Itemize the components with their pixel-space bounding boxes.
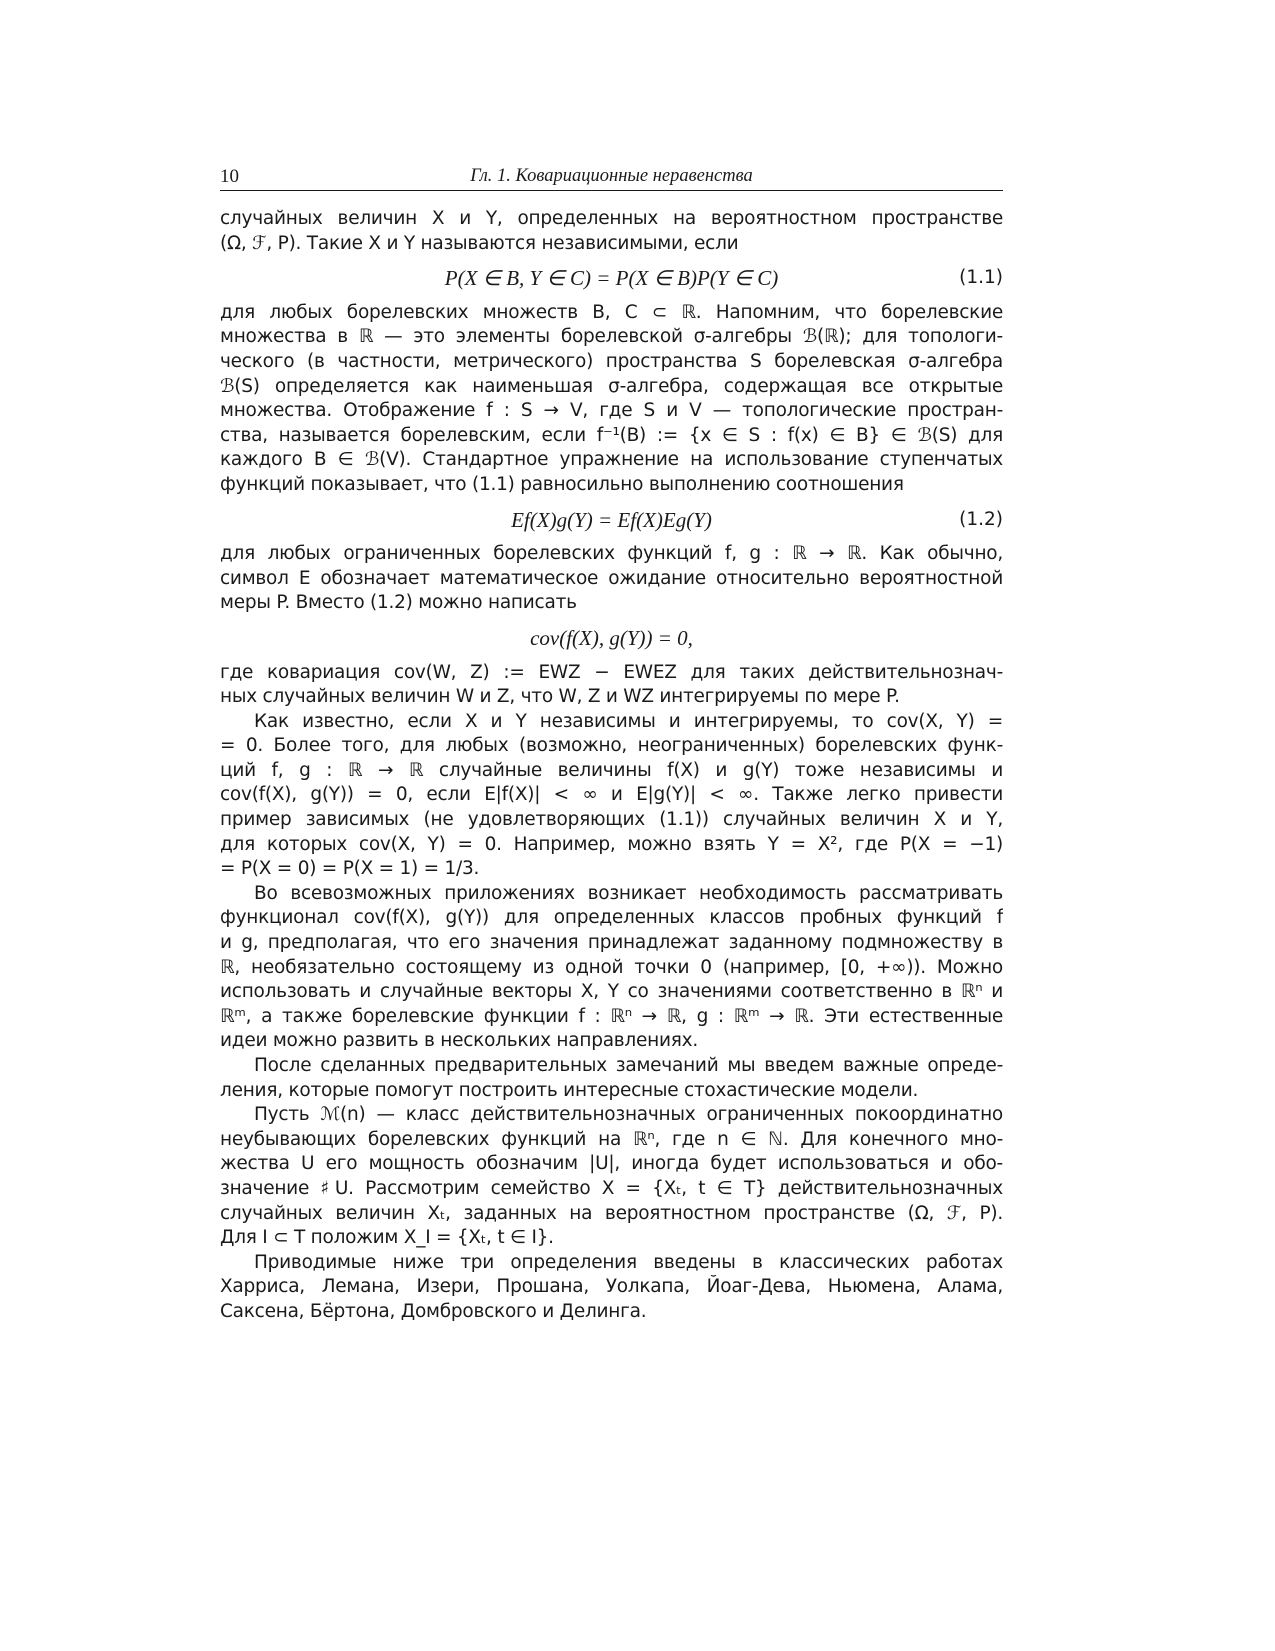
text-line: ℬ(S) определяется как наименьшая σ-алгебра, содержащая все открытые xyxy=(220,375,1003,397)
body-text xyxy=(220,207,1003,1325)
text-line: Пусть ℳ(n) — класс действительнозначных ограниченных покоординатно xyxy=(254,1104,1003,1126)
text-line: Саксена, Бёртона, Домбровского и Делинга. xyxy=(220,1300,647,1322)
text-line: для которых cov(X, Y) = 0. Например, можно взять Y = X², где P(X = −1) xyxy=(220,833,1003,855)
text-line: значение ♯U. Рассмотрим семейство X = {Xₜ, t ∈ T} действительнозначных xyxy=(220,1177,1003,1199)
equation-cov xyxy=(220,626,1003,651)
page-header xyxy=(220,164,1003,191)
text-line: идеи можно развить в нескольких направлениях. xyxy=(220,1030,698,1052)
text-line: Для I ⊂ T положим X_I = {Xₜ, t ∈ I}. xyxy=(220,1227,554,1249)
equation-formula: Ef(X)g(Y) = Ef(X)Eg(Y) xyxy=(511,507,712,532)
text-line: где ковариация cov(W, Z) := EWZ − EWEZ для таких действительнознач- xyxy=(220,661,1003,683)
text-line: ческого (в частности, метрического) пространства S борелевская σ-алгебра xyxy=(220,350,1003,372)
text-line: cov(f(X), g(Y)) = 0, если E|f(X)| < ∞ и E|g(Y)| < ∞. Также легко привести xyxy=(220,784,1003,806)
text-line: = P(X = 0) = P(X = 1) = 1/3. xyxy=(220,858,480,880)
text-line: = 0. Более того, для любых (возможно, неограниченных) борелевских функ- xyxy=(220,735,1003,757)
text-line: Приводимые ниже три определения введены в классических работах xyxy=(254,1251,1003,1273)
text-line: использовать и случайные векторы X, Y со значениями соответственно в ℝⁿ и xyxy=(220,981,1003,1003)
equation-formula: cov(f(X), g(Y)) = 0, xyxy=(530,625,693,650)
text-line: После сделанных предварительных замечаний мы введем важные опреде- xyxy=(254,1055,1003,1076)
text-line: ций f, g : ℝ → ℝ случайные величины f(X) и g(Y) тоже независимы и xyxy=(220,759,1003,781)
text-line: неубывающих борелевских функций на ℝⁿ, где n ∈ ℕ. Для конечного мно- xyxy=(220,1128,1003,1150)
equation-number: (1.2) xyxy=(959,508,1003,530)
text-line: Во всевозможных приложениях возникает необходимость рассматривать xyxy=(254,882,1003,904)
equation-formula: P(X ∈ B, Y ∈ C) = P(X ∈ B)P(Y ∈ C) xyxy=(444,266,779,291)
equation-1-2 xyxy=(220,508,1003,533)
text-line: случайных величин Xₜ, заданных на вероятностном пространстве (Ω, ℱ, P). xyxy=(220,1202,1003,1224)
text-line: ных случайных величин W и Z, что W, Z и WZ интегрируемы по мере P. xyxy=(220,686,900,708)
text-line: и g, предполагая, что его значения принадлежат заданному подмножеству в xyxy=(220,932,1003,954)
text-line: для любых борелевских множеств B, C ⊂ ℝ. Напомним, что борелевские xyxy=(220,301,1003,323)
text-line: Харриса, Лемана, Изери, Прошана, Уолкапа, Йоаг-Дева, Ньюмена, Алама, xyxy=(220,1276,1003,1298)
text-line: жества U его мощность обозначим |U|, иногда будет использоваться и обо- xyxy=(220,1153,1003,1175)
text-line: меры P. Вместо (1.2) можно написать xyxy=(220,592,577,614)
running-title: Гл. 1. Ковариационные неравенства xyxy=(470,166,753,186)
text-line: ства, называется борелевским, если f⁻¹(B) := {x ∈ S : f(x) ∈ B} ∈ ℬ(S) для xyxy=(220,424,1003,446)
text-line: функционал cov(f(X), g(Y)) для определенных классов пробных функций f xyxy=(220,907,1003,929)
text-line: ℝᵐ, а также борелевские функции f : ℝⁿ → ℝ, g : ℝᵐ → ℝ. Эти естественные xyxy=(220,1005,1003,1027)
text-line: функций показывает, что (1.1) равносильно выполнению соотношения xyxy=(220,473,904,495)
equation-1-1 xyxy=(220,266,1003,291)
text-line: (Ω, ℱ, P). Такие X и Y называются независимыми, если xyxy=(220,232,739,254)
equation-number: (1.1) xyxy=(959,267,1003,289)
text-line: ления, которые помогут построить интересные стохастические модели. xyxy=(220,1079,919,1101)
text-line: множества в ℝ — это элементы борелевской σ-алгебры ℬ(ℝ); для топологи- xyxy=(220,326,1003,348)
text-line: каждого B ∈ ℬ(V). Стандартное упражнение на использование ступенчатых xyxy=(220,449,1003,471)
text-line: символ E обозначает математическое ожидание относительно вероятностной xyxy=(220,567,1003,589)
text-line: Как известно, если X и Y независимы и интегрируемы, то cov(X, Y) = xyxy=(254,710,1003,732)
page-number: 10 xyxy=(220,166,239,187)
text-line: пример зависимых (не удовлетворяющих (1.1)) случайных величин X и Y, xyxy=(220,809,1003,831)
text-line: множества. Отображение f : S → V, где S и V — топологические простран- xyxy=(220,400,1003,422)
text-line: случайных величин X и Y, определенных на вероятностном пространстве xyxy=(220,208,1003,229)
text-line: для любых ограниченных борелевских функций f, g : ℝ → ℝ. Как обычно, xyxy=(220,543,1003,565)
text-line: ℝ, необязательно состоящему из одной точки 0 (например, [0, +∞)). Можно xyxy=(220,956,1003,978)
